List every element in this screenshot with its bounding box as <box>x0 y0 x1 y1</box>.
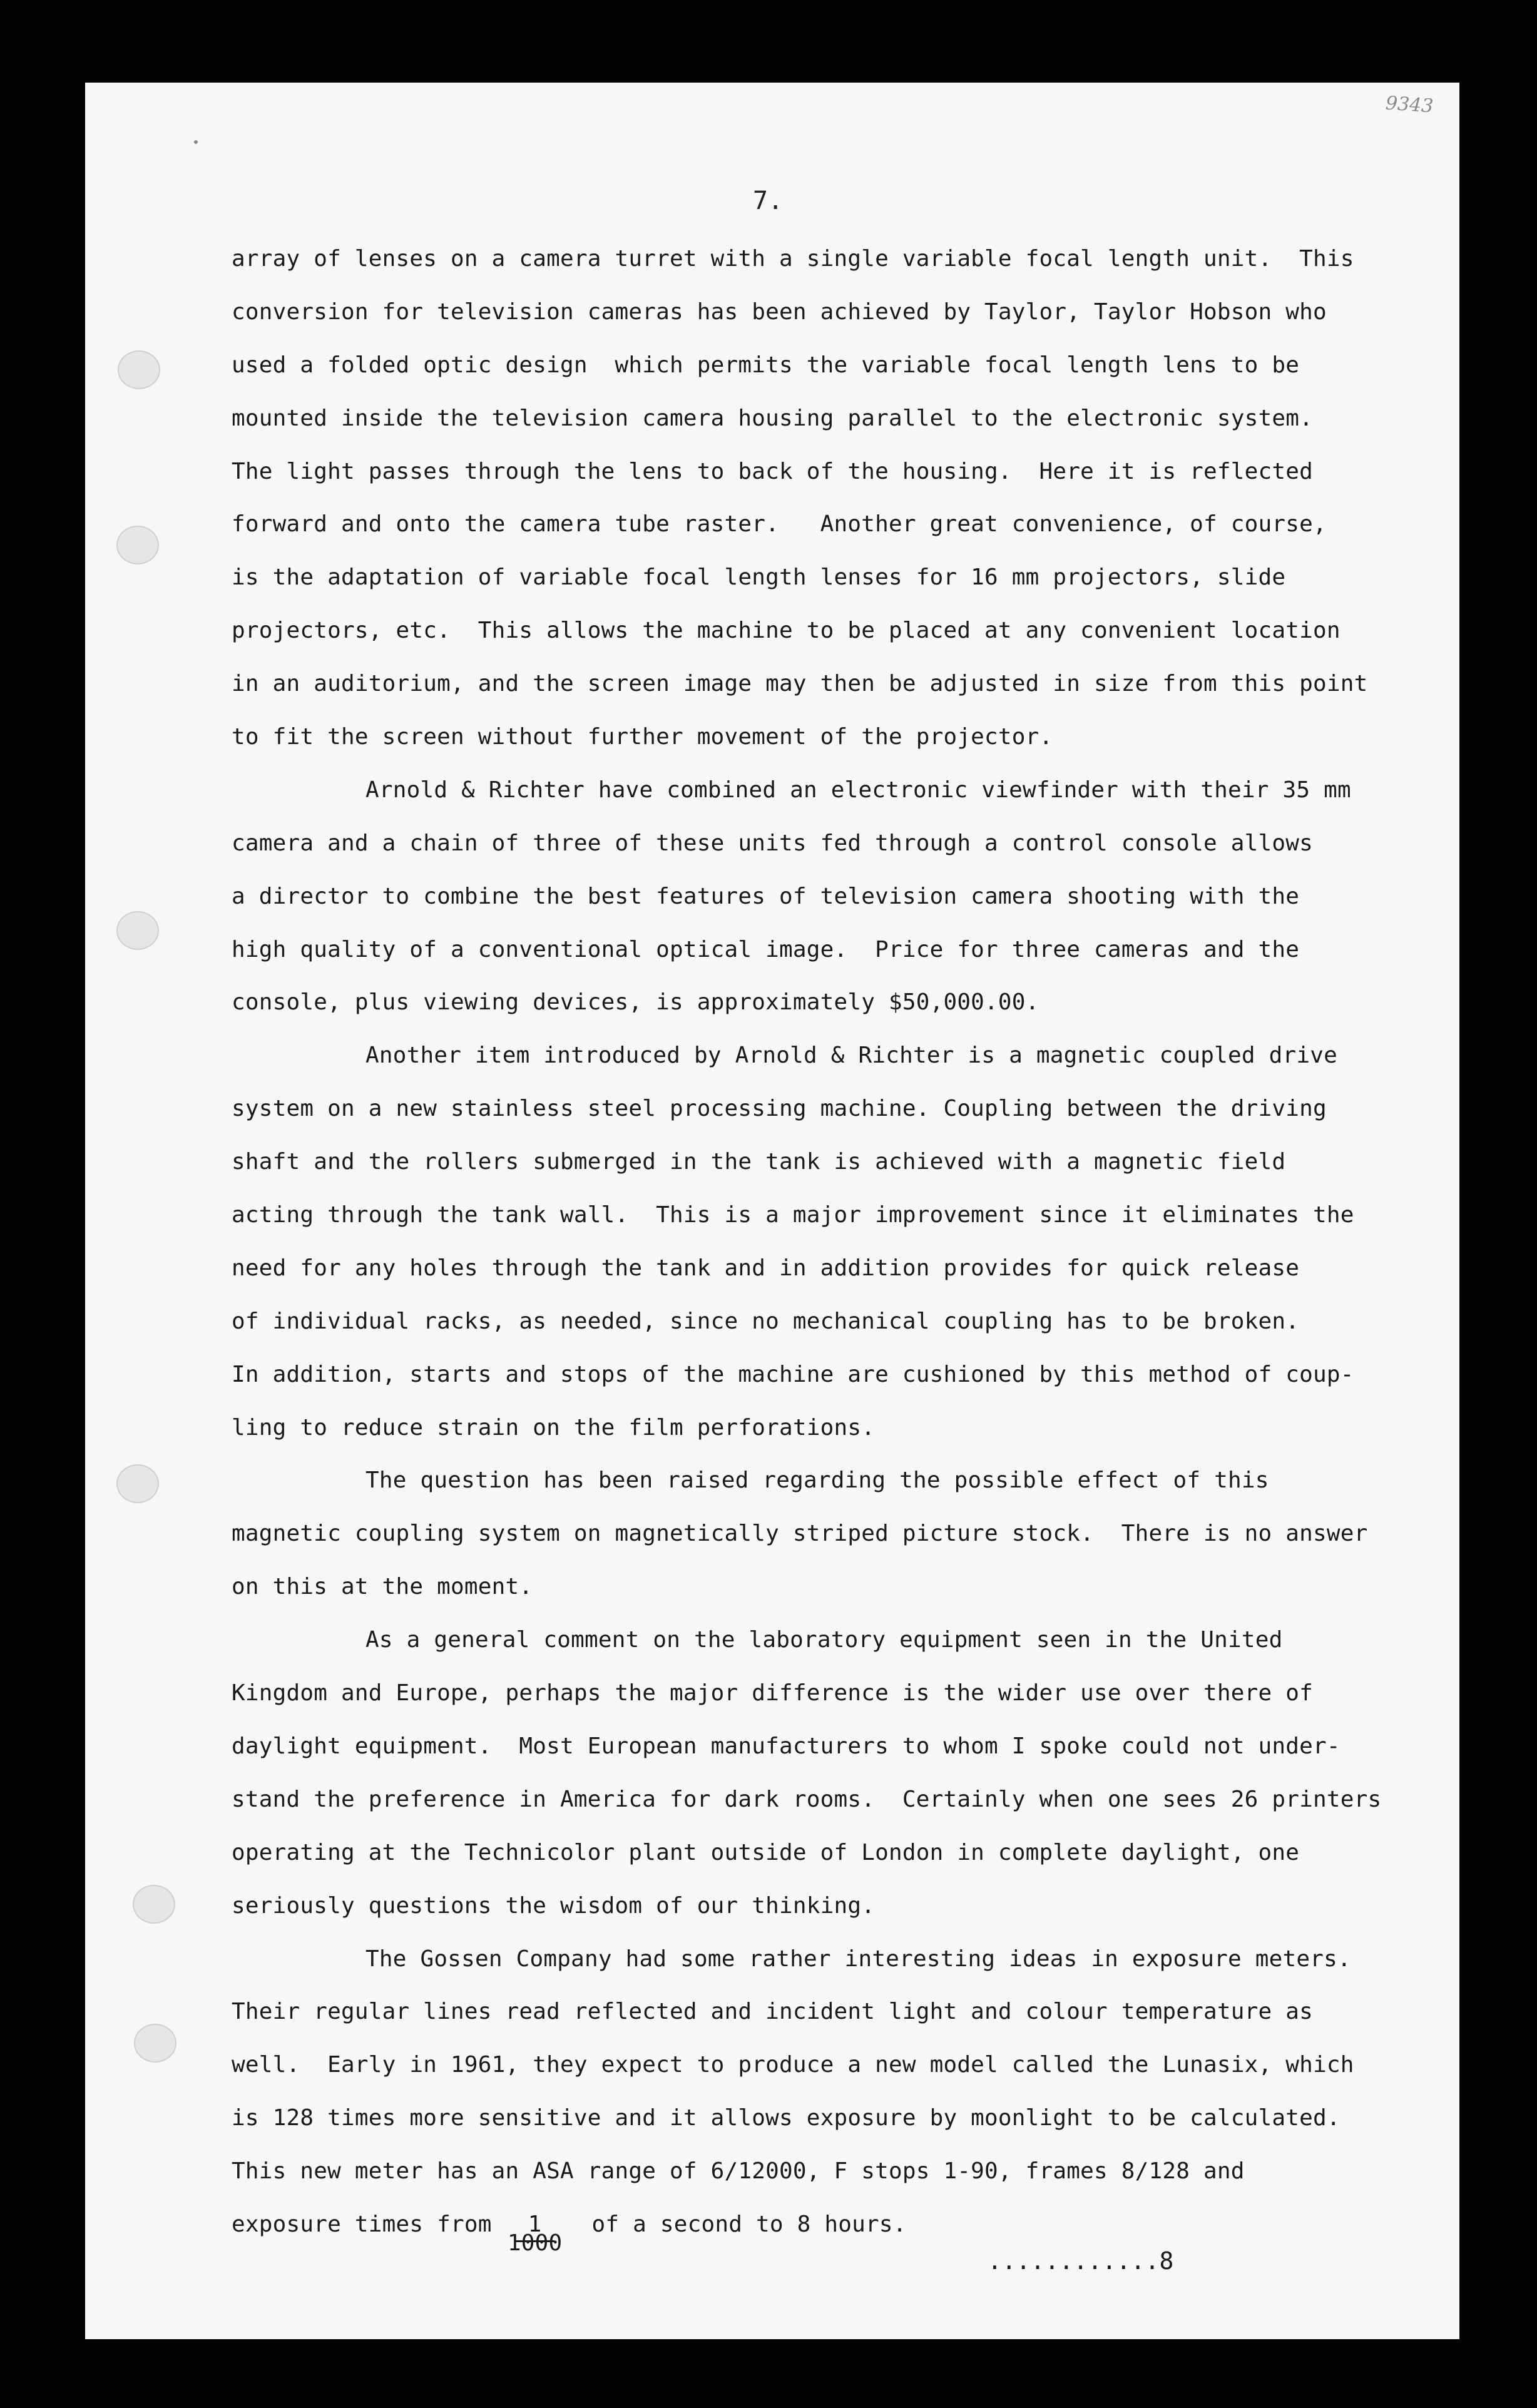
text-line: The Gossen Company had some rather interesting ideas in exposure meters. <box>365 1946 1351 1972</box>
fraction <box>492 2198 578 2256</box>
fraction-prefix: exposure times from <box>232 2211 492 2237</box>
punch-hole <box>118 350 160 389</box>
punch-hole <box>116 526 159 564</box>
text-line: a director to combine the best features of television camera shooting with the <box>232 883 1300 909</box>
text-line: console, plus viewing devices, is approximately $50,000.00. <box>232 989 1039 1016</box>
text-line: In addition, starts and stops of the machine are cushioned by this method of coup- <box>232 1361 1354 1387</box>
text-line: need for any holes through the tank and in addition provides for quick release <box>232 1255 1300 1281</box>
pencil-reference-number: 9343 <box>1384 92 1434 118</box>
page-number: 7. <box>753 186 784 215</box>
text-line: magnetic coupling system on magnetically striped picture stock. There is no answer <box>232 1521 1368 1547</box>
text-line: high quality of a conventional optical image. Price for three cameras and the <box>232 936 1300 962</box>
text-line: This new meter has an ASA range of 6/12000, F stops 1-90, frames 8/128 and <box>232 2158 1245 2185</box>
fraction-denominator: 1000 <box>507 2230 563 2256</box>
text-line: used a folded optic design which permits the variable focal length lens to be <box>232 352 1300 378</box>
text-line: well. Early in 1961, they expect to produce a new model called the Lunasix, which <box>232 2052 1354 2078</box>
punch-hole <box>134 2024 176 2063</box>
fraction-suffix: of a second to 8 hours. <box>578 2211 907 2237</box>
punch-hole <box>133 1885 175 1924</box>
text-line: operating at the Technicolor plant outside of London in complete daylight, one <box>232 1839 1300 1865</box>
text-line: The question has been raised regarding the possible effect of this <box>365 1467 1269 1494</box>
body-text <box>232 233 1382 2256</box>
text-line: seriously questions the wisdom of our thinking. <box>232 1892 876 1919</box>
text-line-with-fraction <box>232 2198 1358 2256</box>
text-line: Kingdom and Europe, perhaps the major difference is the wider use over there of <box>232 1680 1314 1707</box>
text-line: on this at the moment. <box>232 1574 533 1600</box>
text-line: As a general comment on the laboratory equipment seen in the United <box>365 1627 1283 1653</box>
text-line: in an auditorium, and the screen image may then be adjusted in size from this point <box>232 671 1368 697</box>
text-line: The light passes through the lens to back of the housing. Here it is reflected <box>232 458 1314 484</box>
punch-hole <box>116 1464 159 1503</box>
text-line: system on a new stainless steel processing machine. Coupling between the driving <box>232 1096 1327 1122</box>
text-line: camera and a chain of three of these units fed through a control console allows <box>232 830 1314 856</box>
margin-speck <box>194 140 198 144</box>
punch-hole <box>116 911 159 950</box>
text-line: forward and onto the camera tube raster. Another great convenience, of course, <box>232 511 1327 538</box>
text-line: acting through the tank wall. This is a major improvement since it eliminates the <box>232 1202 1354 1228</box>
fraction-numerator: 1 <box>516 2209 554 2242</box>
text-line: array of lenses on a camera turret with a single variable focal length unit. This <box>232 246 1354 272</box>
text-line: Their regular lines read reflected and incident light and colour temperature as <box>232 1999 1314 2025</box>
text-line: daylight equipment. Most European manufacturers to whom I spoke could not under- <box>232 1733 1340 1759</box>
text-line: Another item introduced by Arnold & Richter is a magnetic coupled drive <box>365 1043 1338 1069</box>
text-line: mounted inside the television camera housing parallel to the electronic system. <box>232 405 1314 431</box>
text-line: projectors, etc. This allows the machine to be placed at any convenient location <box>232 618 1340 644</box>
text-line: Arnold & Richter have combined an electronic viewfinder with their 35 mm <box>365 777 1351 803</box>
continuation-marker: ............8 <box>988 2247 1174 2275</box>
text-line: stand the preference in America for dark rooms. Certainly when one sees 26 printers <box>232 1786 1382 1812</box>
text-line: is the adaptation of variable focal length lenses for 16 mm projectors, slide <box>232 564 1286 591</box>
text-line: to fit the screen without further movement of the projector. <box>232 724 1053 750</box>
text-line: shaft and the rollers submerged in the tank is achieved with a magnetic field <box>232 1149 1286 1175</box>
text-line: of individual racks, as needed, since no mechanical coupling has to be broken. <box>232 1308 1300 1334</box>
text-line: conversion for television cameras has been achieved by Taylor, Taylor Hobson who <box>232 298 1327 325</box>
text-line: ling to reduce strain on the film perforations. <box>232 1414 876 1441</box>
text-line: is 128 times more sensitive and it allows exposure by moonlight to be calculated. <box>232 2105 1340 2131</box>
